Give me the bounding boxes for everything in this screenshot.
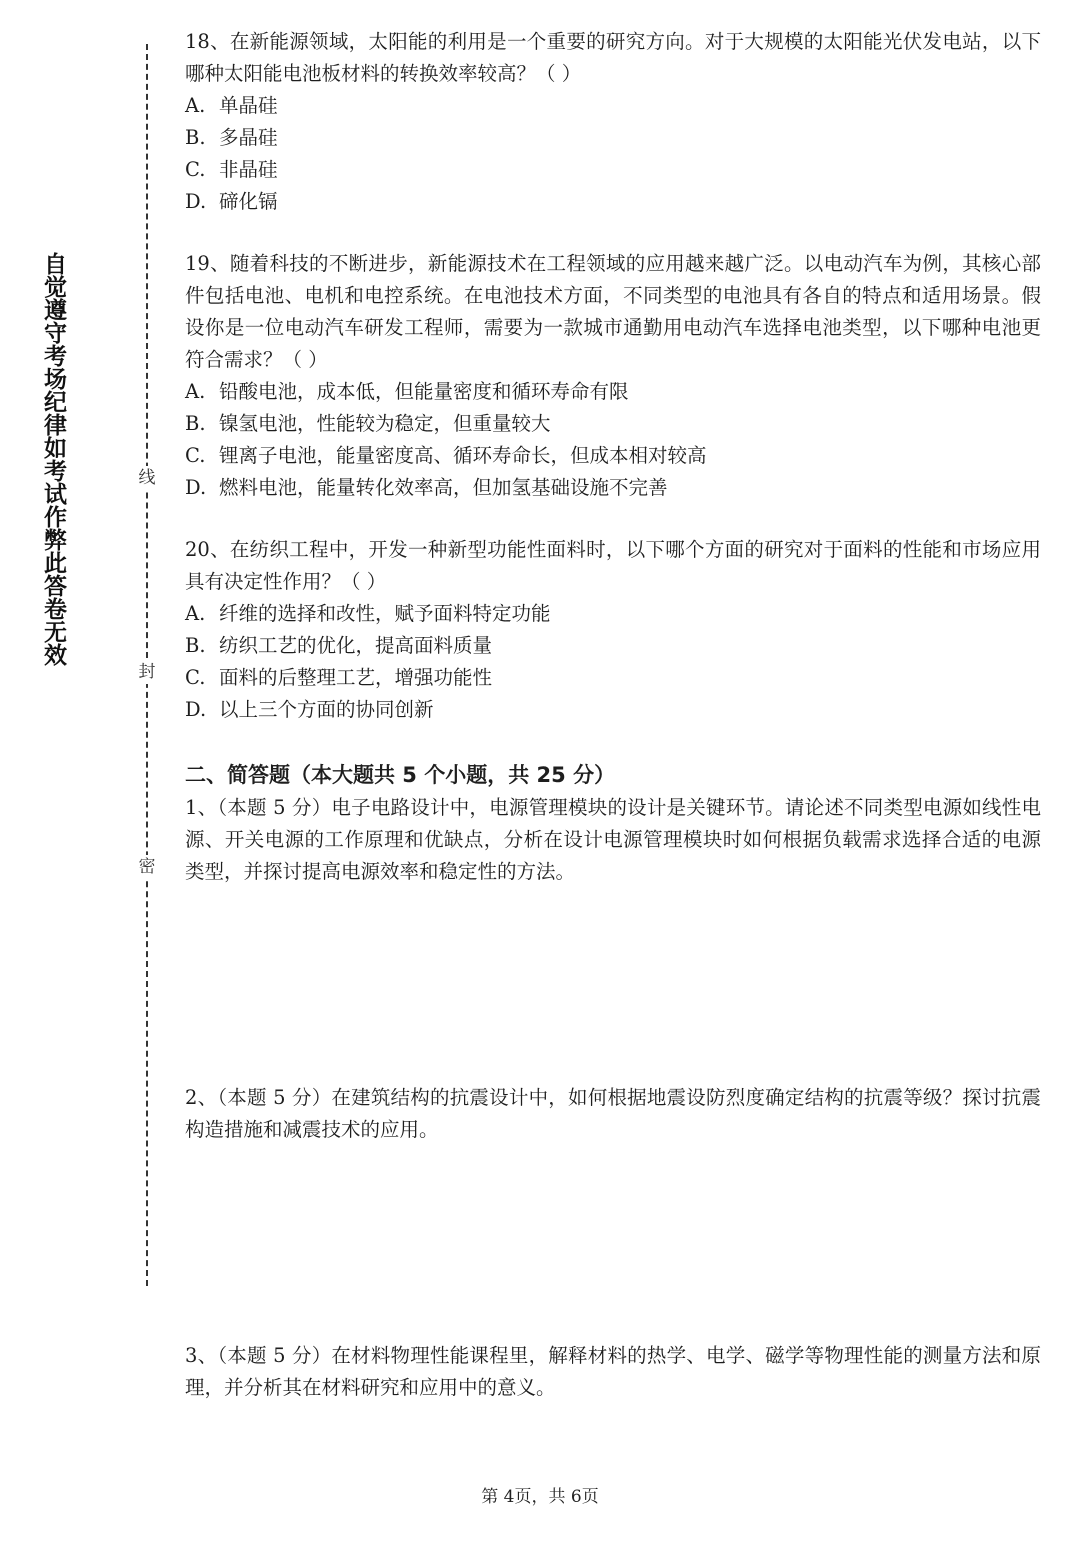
option-text: 非晶硅 [219,158,278,181]
option-text: 铅酸电池，成本低，但能量密度和循环寿命有限 [219,380,629,403]
option-text: 纺织工艺的优化，提高面料质量 [219,634,493,657]
option-letter: A. [185,602,206,625]
option-a [185,90,1041,122]
option-text: 镍氢电池，性能较为稳定，但重量较大 [219,412,551,435]
binding-mark-xian: 线 [136,466,158,490]
option-letter: A. [185,380,206,403]
short-answer-3: 3、（本题 5 分）在材料物理性能课程里，解释材料的热学、电学、磁学等物理性能的测量方法和原理，并分析其在材料研究和应用中的意义。 [185,1344,1041,1399]
section-title: 二、简答题（本大题共 5 个小题，共 25 分） [185,763,616,787]
exam-discipline-notice: 自觉遵守考场纪律如考试作弊此答卷无效 [40,252,66,666]
option-letter: B. [185,634,206,657]
option-text: 以上三个方面的协同创新 [219,698,434,721]
option-letter: B. [185,412,206,435]
option-b [185,122,1041,154]
option-text: 纤维的选择和改性，赋予面料特定功能 [219,602,551,625]
option-text: 多晶硅 [219,126,278,149]
answer-space [185,1146,1041,1340]
question-20 [185,534,1041,726]
option-a [185,376,1041,408]
option-letter: C. [185,444,206,467]
option-c [185,154,1041,186]
option-letter: D. [185,476,207,499]
option-c [185,662,1041,694]
option-text: 单晶硅 [219,94,278,117]
short-answer-2: 2、（本题 5 分）在建筑结构的抗震设计中，如何根据地震设防烈度确定结构的抗震等级？探讨抗震构造措施和减震技术的应用。 [185,1086,1041,1141]
question-stem: 18、在新能源领域，太阳能的利用是一个重要的研究方向。对于大规模的太阳能光伏发电站，以下哪种太阳能电池板材料的转换效率较高？（ ） [185,30,1041,85]
option-letter: C. [185,158,206,181]
option-letter: C. [185,666,206,689]
option-text: 燃料电池，能量转化效率高，但加氢基础设施不完善 [219,476,668,499]
option-letter: D. [185,698,207,721]
exam-content [185,26,1041,1404]
option-letter: D. [185,190,207,213]
option-text: 锂离子电池，能量密度高、循环寿命长，但成本相对较高 [219,444,707,467]
binding-mark-mi: 密 [136,855,158,879]
option-b [185,408,1041,440]
option-letter: A. [185,94,206,117]
question-18 [185,26,1041,218]
option-text: 碲化镉 [219,190,278,213]
page-number: 第 4页，共 6页 [481,1487,599,1507]
option-d [185,694,1041,726]
question-stem: 19、随着科技的不断进步，新能源技术在工程领域的应用越来越广泛。以电动汽车为例，其核心部件包括电池、电机和电控系统。在电池技术方面，不同类型的电池具有各自的特点和适用场景。假设你是一位电动汽车研发工程师，需要为一款城市通勤用电动汽车选择电池类型，以下哪种电池更符合需求？（ ） [185,252,1041,371]
short-answer-1: 1、（本题 5 分）电子电路设计中，电源管理模块的设计是关键环节。请论述不同类型电源如线性电源、开关电源的工作原理和优缺点，分析在设计电源管理模块时如何根据负载需求选择合适的电源类型，并探讨提高电源效率和稳定性的方法。 [185,796,1041,883]
question-stem: 20、在纺织工程中，开发一种新型功能性面料时，以下哪个方面的研究对于面料的性能和市场应用具有决定性作用？（ ） [185,538,1041,593]
question-19 [185,248,1041,504]
option-d [185,186,1041,218]
option-d [185,472,1041,504]
option-letter: B. [185,126,206,149]
binding-mark-feng: 封 [136,660,158,684]
option-text: 面料的后整理工艺，增强功能性 [219,666,493,689]
option-b [185,630,1041,662]
answer-space [185,888,1041,1082]
option-a [185,598,1041,630]
option-c [185,440,1041,472]
